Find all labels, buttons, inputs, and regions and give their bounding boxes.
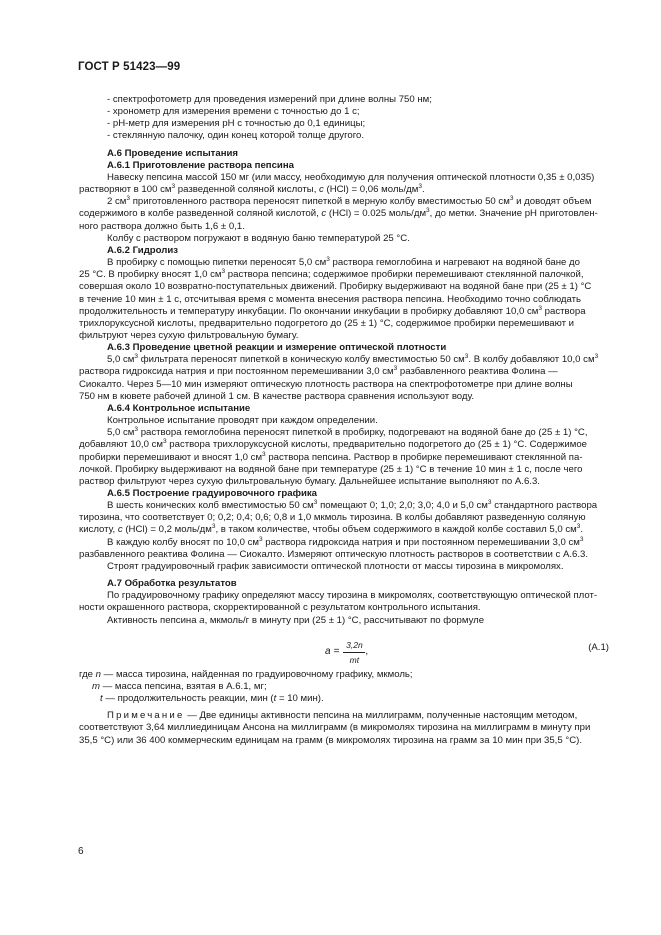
definition-line: m — масса пепсина, взятая в А.6.1, мг; [92, 680, 267, 692]
subsection-heading-a6-1: А.6.1 Приготовление раствора пепсина [107, 159, 294, 171]
text-line: Сиокалто. Через 5—10 мин измеряют оптическую плотность раствора на спектрофотометре при длине волны [79, 378, 573, 390]
note-block [79, 710, 609, 746]
subsection-heading-a6-5: А.6.5 Построение градуировочного графика [107, 488, 317, 499]
text-line: Контрольное испытание проводят при каждом определении. [107, 415, 378, 427]
definition-line: t — продолжительность реакции, мин (t = 10 мин). [100, 693, 324, 705]
formula-denominator: mt [349, 654, 360, 665]
formula-fraction [343, 639, 365, 666]
text-line: добавляют 10,0 $см^3$ раствора трихлоруксусной кислоты, предварительно подогретого до (25 ± 1) °С. Содержимое [79, 438, 588, 451]
variable-definitions [79, 669, 609, 705]
text-line: раствор фильтруют через сухую фильтровальную бумагу. Дальнейшее испытание выполняют по А.6.3. [79, 475, 540, 487]
paragraph-a7 [79, 590, 609, 626]
formula-number: (А.1) [588, 641, 609, 653]
text-line: пробирки перемешивают и вносят 1,0 $см^3$ раствора пепсина. Раствор в пробирке перемешивают стеклянной па- [79, 450, 583, 463]
text-line: 750 нм в кювете рабочей длиной 1 см. В качестве раствора сравнения используют воду. [79, 390, 475, 402]
list-item: - стеклянную палочку, один конец которой толще другого. [107, 130, 365, 142]
text-line: трихлоруксусной кислоты, предварительно подогретого до (25 ± 1) °С, содержимое пробирки перемешивают и [79, 317, 575, 329]
subsection-heading-a6-2: А.6.2 Гидролиз [107, 244, 179, 256]
formula-expression [325, 639, 368, 666]
text-line: растворяют в 100 $см^3$ разведенной соляной кислоты, c (HCl) = 0,06 моль/$дм^3$. [79, 182, 425, 196]
text-line: совершая около 10 возвратно-поступательных движений. Пробирку выдерживают на водяной бане при (25 ± 1) °С [79, 281, 592, 293]
note-line: Примечание — Две единицы активности пепсина на миллиграмм, полученные настоящим методом, [107, 710, 578, 722]
section-heading-a7: А.7 Обработка результатов [107, 578, 237, 590]
paragraph-a6-3 [79, 354, 609, 403]
text-line: фильтруют через сухую фильтровальную бумагу. [79, 329, 299, 341]
formula-lhs: a [325, 646, 331, 658]
text-line: ности окрашенного раствора, скорректированной с результатом контрольного испытания. [79, 602, 481, 614]
formula-tail: , [365, 646, 369, 658]
text-line: в течение 10 мин ± 1 с, отсчитывая время с момента внесения раствора пепсина. Необходимо точно соблюдать [79, 293, 582, 305]
note-label: Примечание [107, 710, 185, 722]
text-line: лочкой. Пробирку выдерживают на водяной бане при температуре (25 ± 1) °С в течение 10 мин ± 1 с, после чего [79, 463, 583, 475]
page-number: 6 [78, 846, 84, 857]
text-line: ного раствора должно быть 1,6 ± 0,1. [79, 220, 245, 232]
document-body [79, 94, 609, 747]
text-line: В шесть конических колб вместимостью 50 $см^3$ помещают 0; 1,0; 2,0; 3,0; 4,0 и 5,0 $см^3$ стандартного раствора [107, 498, 598, 512]
text-line: Навеску пепсина массой 150 мг (или массу, необходимую для получения оптической плотности 0,35 ± 0,035) [107, 171, 595, 183]
paragraph-a6-5 [79, 500, 609, 573]
text-line: 5,0 $см^3$ раствора гемоглобина переносят пипеткой в пробирку, подогревают на водяной бане до (25 ± 1) °С, [107, 426, 588, 439]
note-line: 35,5 °С) или 36 400 коммерческим единицам на грамм (в микромолях тирозина на грамм за 10 мин при 35,5 °С). [79, 734, 582, 746]
paragraph-a6-2 [79, 257, 609, 342]
subsection-heading-a6-3: А.6.3 Проведение цветной реакции и измерение оптической плотности [107, 342, 447, 354]
text-line: Колбу с раствором погружают в водяную баню температурой 25 °С. [107, 232, 410, 244]
subsection-heading-a6-4: А.6.4 Контрольное испытание [107, 402, 251, 414]
section-heading-a6: А.6 Проведение испытания [107, 147, 238, 159]
text-line: содержимого в колбе разведенной соляной кислотой, c (HCl) = 0.025 моль/$дм^3$, до метки. Значение рН приготовлен- [79, 207, 598, 220]
text-line: кислоту, c (HCl) = 0,2 моль/$дм^3$, в таком количестве, чтобы объем содержимого в каждой колбе составил 5,0 $см^3$. [79, 523, 584, 536]
text-line: 25 °С. В пробирку вносят 1,0 $см^3$ раствора пепсина; содержимое пробирки перемешивают стеклянной палочкой, [79, 268, 584, 281]
formula-numerator: 3,2n [346, 639, 363, 650]
text-line: По градуировочному графику определяют массу тирозина в микромолях, соответствующую оптической плот- [107, 590, 598, 602]
formula-a1 [79, 631, 609, 667]
text-line: продолжительность и температуру инкубации. По окончании инкубации в пробирку добавляют 10,0 $см^3$ раствора [79, 304, 586, 317]
equipment-list [79, 94, 609, 143]
paragraph-a6-4 [79, 415, 609, 488]
text-line: Активность пепсина a, мкмоль/г в минуту при (25 ± 1) °С, рассчитывают по формуле [107, 614, 485, 626]
definition-line: где n — масса тирозина, найденная по градуировочному графику, мкмоль; [79, 668, 413, 680]
text-line: Строят градуировочный график зависимости оптической плотности от массы тирозина в микромолях. [107, 560, 564, 572]
text-line: раствора гидроксида натрия и при постоянном перемешивании 3,0 $см^3$ разбавленного реактива Фолина — [79, 365, 558, 378]
text-line: 2 $см^3$ приготовленного раствора переносят пипеткой в мерную колбу вместимостью 50 $см^3$ и доводят объем [107, 195, 592, 208]
text-line: 5,0 $см^3$ фильтрата переносят пипеткой в коническую колбу вместимостью 50 $см^3$. В колбу добавляют 10,0 $см^3$ [107, 353, 599, 366]
list-item: - рН-метр для измерения рН с точностью до 0,1 единицы; [107, 118, 366, 130]
text-line: разбавленного реактива Фолина — Сиокалто. Измеряют оптическую плотность растворов в соответствии с А.6.3. [79, 548, 589, 560]
list-item: - спектрофотометр для проведения измерений при длине волны 750 нм; [107, 94, 432, 105]
text-line: В каждую колбу вносят по 10,0 $см^3$ раствора гидроксида натрия и при постоянном перемешивании 3,0 $см^3$ [107, 535, 584, 548]
text-line: В пробирку с помощью пипетки переносят 5,0 $см^3$ раствора гемоглобина и нагревают на водяной бане до [107, 255, 580, 269]
note-line: соответствуют 3,64 миллиединицам Ансона на миллиграмм (в микромолях тирозина на миллиграмм в минуту при [79, 722, 591, 734]
list-item: - хронометр для измерения времени с точностью до 1 с; [107, 106, 360, 118]
standard-header: ГОСТ Р 51423—99 [78, 61, 181, 73]
fraction-bar [343, 652, 365, 653]
paragraph-a6-1 [79, 172, 609, 245]
formula-equals: = [333, 646, 340, 658]
text-line: тирозина, что соответствует 0; 0,2; 0,4; 0,6; 0,8 и 1,0 мкмоль тирозина. В колбы добавляют разведенную соляную [79, 512, 586, 524]
